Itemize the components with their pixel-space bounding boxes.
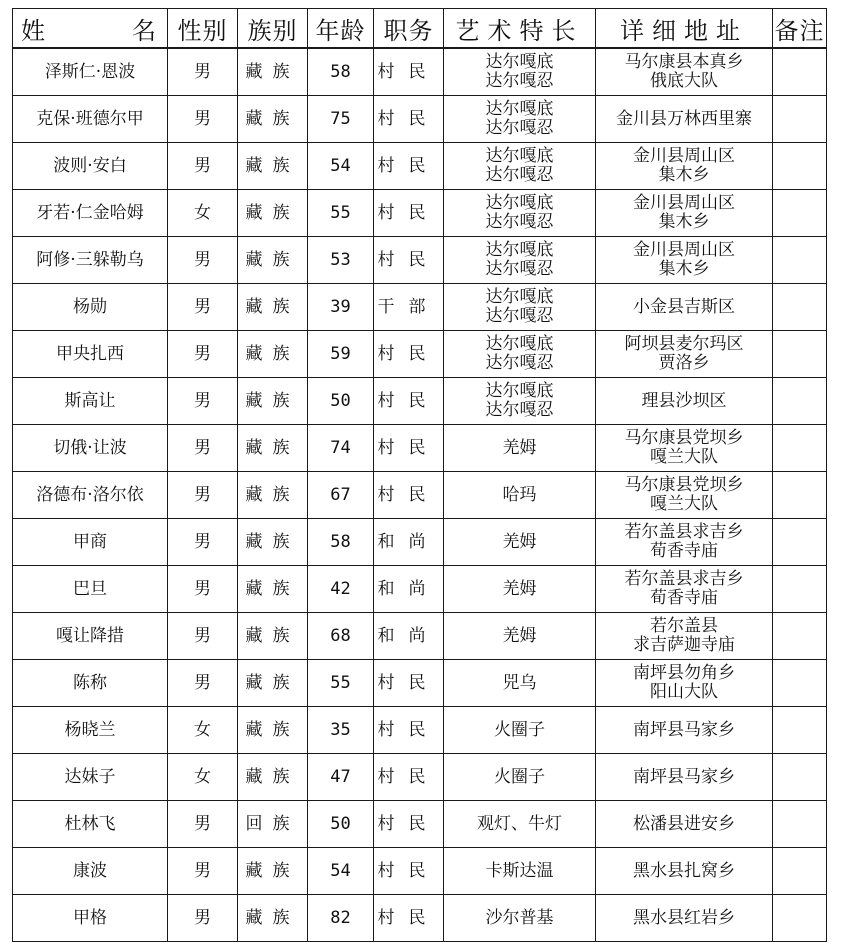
specialty-line: 达尔嘎底 [485,334,554,354]
address-line: 嘎兰大队 [650,494,718,514]
notes-cell [773,754,827,801]
ethnicity-cell: 藏族 [238,519,308,566]
header-specialty: 艺术特长 [444,9,596,49]
address-line: 集木乡 [658,259,710,279]
sex-cell: 男 [168,331,238,378]
notes-cell [773,425,827,472]
table-row [13,801,827,848]
specialty-cell [444,143,596,190]
position-cell: 村民 [374,848,444,895]
position-cell: 村民 [374,96,444,143]
sex-cell: 男 [168,566,238,613]
ethnicity-cell: 藏族 [238,143,308,190]
address-line: 贾洛乡 [658,353,710,373]
age-cell: 42 [308,566,374,613]
sex-cell: 男 [168,378,238,425]
table-row [13,707,827,754]
address-line: 求吉萨迦寺庙 [633,635,735,655]
position-cell: 村民 [374,754,444,801]
age-cell: 53 [308,237,374,284]
address-cell [596,848,773,895]
position-cell: 村民 [374,472,444,519]
address-cell [596,754,773,801]
address-line: 南坪县勿角乡 [633,663,735,683]
specialty-line: 达尔嘎忍 [485,118,554,138]
ethnicity-cell: 藏族 [238,48,308,96]
table-row [13,331,827,378]
header-ethnicity: 族别 [238,9,308,49]
sex-cell: 女 [168,190,238,237]
position-cell: 村民 [374,707,444,754]
specialty-line: 达尔嘎忍 [485,306,554,326]
age-cell: 50 [308,378,374,425]
ethnicity-cell: 藏族 [238,425,308,472]
specialty-line: 达尔嘎忍 [485,353,554,373]
notes-cell [773,660,827,707]
table-row [13,895,827,942]
header-row [13,9,827,49]
name-cell: 巴旦 [13,566,168,613]
address-line: 金川县周山区 [633,146,735,166]
sex-cell: 男 [168,519,238,566]
name-cell: 甲央扎西 [13,331,168,378]
address-cell [596,519,773,566]
header-position: 职务 [374,9,444,49]
name-cell: 嘎让降措 [13,613,168,660]
ethnicity-cell: 藏族 [238,96,308,143]
sex-cell: 男 [168,613,238,660]
document-page [12,8,826,936]
position-cell: 村民 [374,190,444,237]
age-cell: 50 [308,801,374,848]
address-line: 阿坝县麦尔玛区 [624,334,744,354]
sex-cell: 男 [168,48,238,96]
address-cell [596,425,773,472]
table-row [13,848,827,895]
position-cell: 村民 [374,660,444,707]
name-cell: 杨晓兰 [13,707,168,754]
ethnicity-cell: 藏族 [238,895,308,942]
notes-cell [773,143,827,190]
header-name: 姓 名 [13,9,168,49]
address-line: 南坪县马家乡 [633,719,735,740]
address-line: 若尔盖县求吉乡 [624,522,744,542]
age-cell: 75 [308,96,374,143]
specialty-cell [444,96,596,143]
table-row [13,96,827,143]
address-line: 若尔盖县 [650,616,718,636]
ethnicity-cell: 藏族 [238,284,308,331]
address-cell [596,895,773,942]
specialty-cell [444,237,596,284]
address-line: 马尔康县本真乡 [624,52,744,72]
name-cell: 洛德布·洛尔依 [13,472,168,519]
specialty-line: 沙尔普基 [485,907,554,928]
sex-cell: 女 [168,754,238,801]
name-cell: 杨勋 [13,284,168,331]
address-cell [596,707,773,754]
specialty-line: 达尔嘎底 [485,99,554,119]
position-cell: 村民 [374,237,444,284]
notes-cell [773,472,827,519]
address-line: 金川县万林西里寨 [616,108,752,129]
notes-cell [773,613,827,660]
age-cell: 35 [308,707,374,754]
table-header [13,9,827,49]
header-age: 年龄 [308,9,374,49]
notes-cell [773,237,827,284]
specialty-cell [444,707,596,754]
age-cell: 58 [308,519,374,566]
age-cell: 54 [308,848,374,895]
header-address: 详细地址 [596,9,773,49]
table-row [13,754,827,801]
address-line: 南坪县马家乡 [633,766,735,787]
specialty-cell [444,754,596,801]
specialty-line: 达尔嘎忍 [485,165,554,185]
table-row [13,425,827,472]
name-cell: 泽斯仁·恩波 [13,48,168,96]
specialty-line: 观灯、牛灯 [477,813,562,834]
position-cell: 村民 [374,801,444,848]
name-cell: 切俄·让波 [13,425,168,472]
notes-cell [773,566,827,613]
sex-cell: 男 [168,237,238,284]
specialty-line: 达尔嘎忍 [485,212,554,232]
specialty-line: 哈玛 [502,484,537,505]
age-cell: 47 [308,754,374,801]
position-cell: 村民 [374,378,444,425]
age-cell: 68 [308,613,374,660]
position-cell: 村民 [374,895,444,942]
position-cell: 和尚 [374,613,444,660]
address-line: 若尔盖县求吉乡 [624,569,744,589]
specialty-cell [444,613,596,660]
name-cell: 阿修·三躲勒乌 [13,237,168,284]
ethnicity-cell: 藏族 [238,566,308,613]
age-cell: 55 [308,660,374,707]
age-cell: 54 [308,143,374,190]
specialty-cell [444,895,596,942]
table-row [13,190,827,237]
name-cell: 克保·班德尔甲 [13,96,168,143]
address-cell [596,331,773,378]
age-cell: 59 [308,331,374,378]
address-cell [596,284,773,331]
address-line: 荀香寺庙 [650,588,718,608]
specialty-line: 火圈子 [494,719,545,740]
position-cell: 干部 [374,284,444,331]
ethnicity-cell: 回族 [238,801,308,848]
header-sex: 性别 [168,9,238,49]
table-row [13,378,827,425]
specialty-cell [444,425,596,472]
name-cell: 达妹子 [13,754,168,801]
address-line: 小金县吉斯区 [633,296,735,317]
specialty-line: 羌姆 [502,578,537,599]
specialty-cell [444,660,596,707]
address-line: 金川县周山区 [633,240,735,260]
address-line: 黑水县红岩乡 [633,907,735,928]
address-line: 俄底大队 [650,71,718,91]
address-cell [596,801,773,848]
specialty-cell [444,472,596,519]
address-line: 松潘县进安乡 [633,813,735,834]
address-line: 嘎兰大队 [650,447,718,467]
specialty-cell [444,331,596,378]
address-line: 集木乡 [658,212,710,232]
specialty-line: 达尔嘎底 [485,381,554,401]
ethnicity-cell: 藏族 [238,190,308,237]
address-line: 阳山大队 [650,682,718,702]
specialty-line: 达尔嘎底 [485,193,554,213]
specialty-line: 羌姆 [502,531,537,552]
specialty-cell [444,566,596,613]
table-row [13,660,827,707]
table-row [13,472,827,519]
notes-cell [773,48,827,96]
sex-cell: 女 [168,707,238,754]
specialty-line: 达尔嘎忍 [485,71,554,91]
sex-cell: 男 [168,96,238,143]
position-cell: 村民 [374,143,444,190]
sex-cell: 男 [168,801,238,848]
sex-cell: 男 [168,660,238,707]
ethnicity-cell: 藏族 [238,472,308,519]
specialty-cell [444,48,596,96]
age-cell: 55 [308,190,374,237]
position-cell: 村民 [374,48,444,96]
name-cell: 杜林飞 [13,801,168,848]
table-row [13,613,827,660]
specialty-cell [444,190,596,237]
notes-cell [773,284,827,331]
address-line: 黑水县扎窝乡 [633,860,735,881]
address-cell [596,237,773,284]
sex-cell: 男 [168,425,238,472]
ethnicity-cell: 藏族 [238,848,308,895]
address-cell [596,96,773,143]
specialty-line: 达尔嘎忍 [485,259,554,279]
age-cell: 82 [308,895,374,942]
specialty-line: 达尔嘎忍 [485,400,554,420]
notes-cell [773,895,827,942]
age-cell: 67 [308,472,374,519]
name-cell: 波则·安白 [13,143,168,190]
specialty-line: 达尔嘎底 [485,146,554,166]
table-row [13,143,827,190]
ethnicity-cell: 藏族 [238,707,308,754]
position-cell: 村民 [374,425,444,472]
table-row [13,48,827,96]
specialty-cell [444,848,596,895]
ethnicity-cell: 藏族 [238,613,308,660]
specialty-line: 达尔嘎底 [485,240,554,260]
table-row [13,519,827,566]
age-cell: 74 [308,425,374,472]
age-cell: 58 [308,48,374,96]
address-line: 集木乡 [658,165,710,185]
specialty-line: 羌姆 [502,625,537,646]
sex-cell: 男 [168,848,238,895]
table-row [13,237,827,284]
ethnicity-cell: 藏族 [238,378,308,425]
notes-cell [773,190,827,237]
notes-cell [773,331,827,378]
address-line: 马尔康县党坝乡 [624,428,744,448]
specialty-cell [444,519,596,566]
age-cell: 39 [308,284,374,331]
sex-cell: 男 [168,895,238,942]
notes-cell [773,96,827,143]
ethnicity-cell: 藏族 [238,660,308,707]
sex-cell: 男 [168,284,238,331]
table-body [13,48,827,942]
address-cell [596,48,773,96]
specialty-cell [444,284,596,331]
name-cell: 陈称 [13,660,168,707]
address-cell [596,143,773,190]
specialty-line: 达尔嘎底 [485,52,554,72]
header-notes: 备注 [773,9,827,49]
address-cell [596,660,773,707]
position-cell: 和尚 [374,519,444,566]
name-cell: 甲商 [13,519,168,566]
sex-cell: 男 [168,143,238,190]
address-cell [596,472,773,519]
name-cell: 牙若·仁金哈姆 [13,190,168,237]
address-cell [596,378,773,425]
position-cell: 村民 [374,331,444,378]
address-cell [596,613,773,660]
address-line: 荀香寺庙 [650,541,718,561]
notes-cell [773,707,827,754]
specialty-line: 火圈子 [494,766,545,787]
name-cell: 甲格 [13,895,168,942]
notes-cell [773,519,827,566]
notes-cell [773,848,827,895]
ethnicity-cell: 藏族 [238,237,308,284]
specialty-line: 达尔嘎底 [485,287,554,307]
specialty-line: 卡斯达温 [485,860,554,881]
address-cell [596,190,773,237]
ethnicity-cell: 藏族 [238,331,308,378]
specialty-line: 兕乌 [502,672,537,693]
table-row [13,284,827,331]
name-cell: 康波 [13,848,168,895]
table-row [13,566,827,613]
position-cell: 和尚 [374,566,444,613]
address-line: 金川县周山区 [633,193,735,213]
address-line: 马尔康县党坝乡 [624,475,744,495]
notes-cell [773,801,827,848]
address-line: 理县沙坝区 [641,390,727,411]
specialty-line: 羌姆 [502,437,537,458]
notes-cell [773,378,827,425]
ethnicity-cell: 藏族 [238,754,308,801]
specialty-cell [444,378,596,425]
name-cell: 斯高让 [13,378,168,425]
sex-cell: 男 [168,472,238,519]
performer-roster-table [12,8,827,942]
specialty-cell [444,801,596,848]
address-cell [596,566,773,613]
